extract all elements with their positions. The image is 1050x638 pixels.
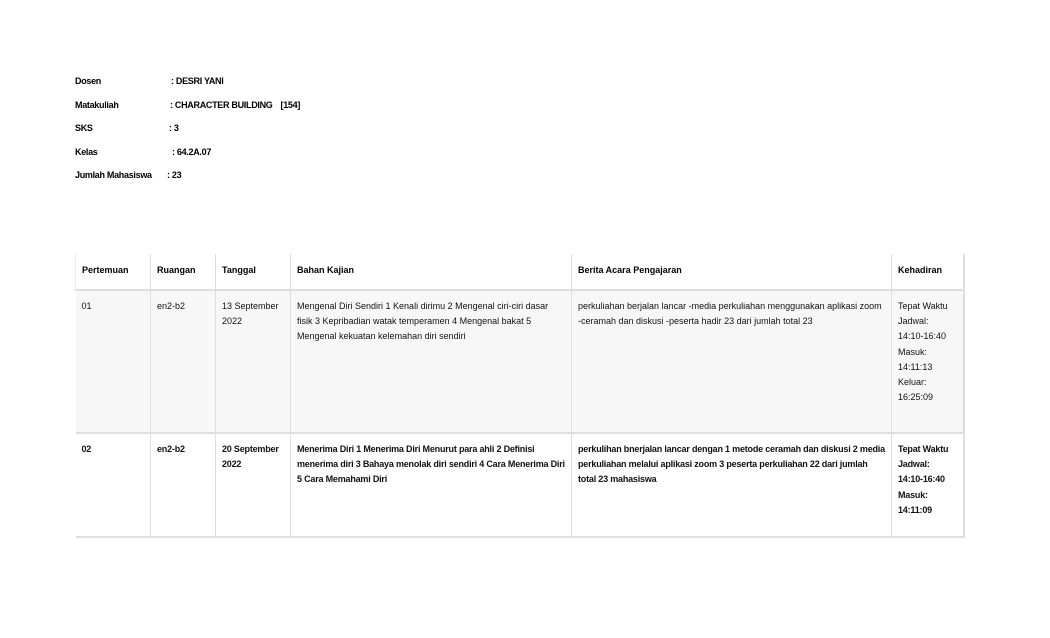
cell-pertemuan: 01: [76, 290, 151, 433]
sks-label: SKS: [75, 123, 93, 133]
header-bahan-kajian: Bahan Kajian: [291, 254, 572, 290]
schedule-table: [75, 254, 965, 538]
table-row: [76, 433, 964, 537]
dosen-label: Dosen: [75, 76, 102, 86]
header-tanggal: Tanggal: [216, 254, 291, 290]
cell-tanggal: 20 September 2022: [216, 433, 291, 537]
jumlah-value: : 23: [167, 170, 182, 180]
sks-value: : 3: [169, 123, 179, 133]
matakuliah-label: Matakuliah: [75, 99, 119, 110]
cell-bahan-kajian: Menerima Diri 1 Menerima Diri Menurut para ahli 2 Definisi menerima diri 3 Bahaya menolak diri sendiri 4 Cara Menerima Diri 5 Cara Memahami Diri: [291, 433, 572, 537]
header-kehadiran: Kehadiran: [892, 254, 964, 290]
cell-ruangan: en2-b2: [151, 433, 216, 537]
dosen-value: : DESRI YANI: [171, 76, 224, 86]
table-row: [76, 290, 964, 433]
kelas-label: Kelas: [75, 146, 98, 157]
header-ruangan: Ruangan: [151, 254, 216, 290]
cell-bahan-kajian: Mengenal Diri Sendiri 1 Kenali dirimu 2 Mengenal ciri-ciri dasar fisik 3 Kepribadian watak temperamen 4 Mengenal bakat 5 Mengenal kekuatan kelemahan diri sendiri: [291, 290, 572, 433]
header-berita-acara: Berita Acara Pengajaran: [572, 254, 892, 290]
cell-kehadiran: Tepat Waktu Jadwal: 14:10-16:40 Masuk: 14:11:09: [892, 433, 964, 537]
kelas-value: : 64.2A.07: [172, 146, 212, 157]
cell-kehadiran: Tepat Waktu Jadwal: 14:10-16:40 Masuk: 14:11:13 Keluar: 16:25:09: [892, 290, 964, 433]
cell-pertemuan: 02: [76, 433, 151, 537]
cell-tanggal: 13 September 2022: [216, 290, 291, 433]
jumlah-label: Jumlah Mahasiswa: [75, 170, 152, 180]
cell-berita-acara: perkuliahan berjalan lancar -media perkuliahan menggunakan aplikasi zoom -ceramah dan diskusi -peserta hadir 23 dari jumlah total 23: [572, 290, 892, 433]
cell-ruangan: en2-b2: [151, 290, 216, 433]
cell-berita-acara: perkulihan bnerjalan lancar dengan 1 metode ceramah dan diskusi 2 media perkuliahan melalui aplikasi zoom 3 peserta perkuliahan 22 dari jumlah total 23 mahasiswa: [572, 433, 892, 537]
table-header-row: [76, 254, 964, 290]
matakuliah-value: : CHARACTER BUILDING: [170, 99, 273, 110]
header-pertemuan: Pertemuan: [76, 254, 151, 290]
matakuliah-code: [154]: [280, 99, 301, 110]
